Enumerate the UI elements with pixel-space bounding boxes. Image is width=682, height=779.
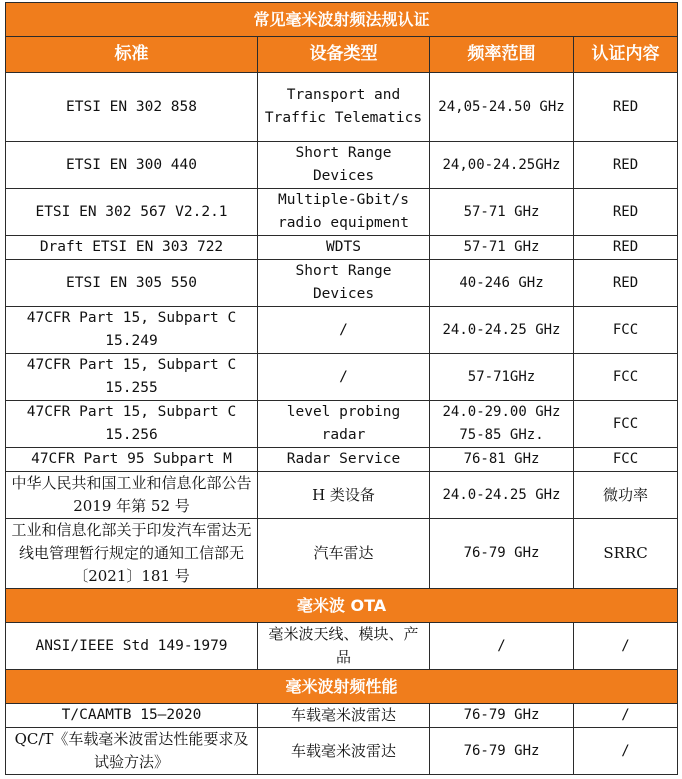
frequency-cell: 40-246 GHz — [430, 260, 574, 307]
table-row — [6, 142, 678, 189]
standard-cell: ETSI EN 300 440 — [6, 142, 258, 189]
certification-cell: / — [574, 704, 678, 728]
device-type-cell: Transport and Traffic Telematics — [258, 73, 430, 142]
header-device-type: 设备类型 — [258, 37, 430, 73]
certification-cell: RED — [574, 189, 678, 236]
frequency-cell: 24,00-24.25GHz — [430, 142, 574, 189]
device-type-cell: Short Range Devices — [258, 142, 430, 189]
device-type-cell: 车载毫米波雷达 — [258, 728, 430, 775]
standard-cell: 47CFR Part 95 Subpart M — [6, 448, 258, 472]
device-type-cell: 车载毫米波雷达 — [258, 704, 430, 728]
certification-table — [5, 2, 678, 775]
device-type-cell: Short Range Devices — [258, 260, 430, 307]
standard-cell: ETSI EN 302 567 V2.2.1 — [6, 189, 258, 236]
header-frequency-range: 频率范围 — [430, 37, 574, 73]
header-row — [6, 37, 678, 73]
table-row — [6, 236, 678, 260]
certification-cell: FCC — [574, 401, 678, 448]
table-title-row — [6, 3, 678, 37]
table-row — [6, 354, 678, 401]
table-row — [6, 519, 678, 589]
device-type-cell: level probing radar — [258, 401, 430, 448]
standard-cell: ANSI/IEEE Std 149-1979 — [6, 623, 258, 670]
table-title: 常见毫米波射频法规认证 — [6, 3, 678, 37]
table-row — [6, 307, 678, 354]
certification-cell: FCC — [574, 307, 678, 354]
standard-cell: 47CFR Part 15, Subpart C 15.249 — [6, 307, 258, 354]
table-row — [6, 401, 678, 448]
table-row — [6, 448, 678, 472]
header-certification: 认证内容 — [574, 37, 678, 73]
section-title-rf: 毫米波射频性能 — [6, 670, 678, 704]
section-header-row — [6, 589, 678, 623]
table-row — [6, 472, 678, 519]
certification-cell: RED — [574, 236, 678, 260]
device-type-cell: 毫米波天线、模块、产品 — [258, 623, 430, 670]
frequency-cell: 76-81 GHz — [430, 448, 574, 472]
standard-cell: 工业和信息化部关于印发汽车雷达无线电管理暂行规定的通知工信部无〔2021〕181 号 — [6, 519, 258, 589]
frequency-cell: 24.0-29.00 GHz 75-85 GHz. — [430, 401, 574, 448]
frequency-cell: / — [430, 623, 574, 670]
frequency-cell: 76-79 GHz — [430, 704, 574, 728]
section-title-ota: 毫米波 OTA — [6, 589, 678, 623]
device-type-cell: 汽车雷达 — [258, 519, 430, 589]
frequency-cell: 57-71GHz — [430, 354, 574, 401]
device-type-cell: / — [258, 354, 430, 401]
table-row — [6, 189, 678, 236]
certification-cell: RED — [574, 142, 678, 189]
standard-cell: 47CFR Part 15, Subpart C 15.255 — [6, 354, 258, 401]
certification-cell: / — [574, 728, 678, 775]
table-row — [6, 623, 678, 670]
frequency-cell: 24.0-24.25 GHz — [430, 307, 574, 354]
table-row — [6, 704, 678, 728]
frequency-cell: 76-79 GHz — [430, 519, 574, 589]
device-type-cell: / — [258, 307, 430, 354]
frequency-cell: 24,05-24.50 GHz — [430, 73, 574, 142]
table-row — [6, 728, 678, 775]
frequency-cell: 57-71 GHz — [430, 236, 574, 260]
table-row — [6, 260, 678, 307]
certification-cell: SRRC — [574, 519, 678, 589]
table-row — [6, 73, 678, 142]
certification-cell: / — [574, 623, 678, 670]
section-header-row — [6, 670, 678, 704]
standard-cell: Draft ETSI EN 303 722 — [6, 236, 258, 260]
standard-cell: 中华人民共和国工业和信息化部公告 2019 年第 52 号 — [6, 472, 258, 519]
standard-cell: ETSI EN 302 858 — [6, 73, 258, 142]
standard-cell: QC/T《车载毫米波雷达性能要求及试验方法》 — [6, 728, 258, 775]
device-type-cell: Radar Service — [258, 448, 430, 472]
certification-cell: RED — [574, 260, 678, 307]
certification-cell: RED — [574, 73, 678, 142]
device-type-cell: Multiple-Gbit/s radio equipment — [258, 189, 430, 236]
header-standard: 标准 — [6, 37, 258, 73]
frequency-cell: 76-79 GHz — [430, 728, 574, 775]
frequency-cell: 24.0-24.25 GHz — [430, 472, 574, 519]
certification-cell: FCC — [574, 448, 678, 472]
certification-cell: FCC — [574, 354, 678, 401]
standard-cell: ETSI EN 305 550 — [6, 260, 258, 307]
standard-cell: T/CAAMTB 15—2020 — [6, 704, 258, 728]
device-type-cell: H 类设备 — [258, 472, 430, 519]
device-type-cell: WDTS — [258, 236, 430, 260]
standard-cell: 47CFR Part 15, Subpart C 15.256 — [6, 401, 258, 448]
certification-cell: 微功率 — [574, 472, 678, 519]
frequency-cell: 57-71 GHz — [430, 189, 574, 236]
